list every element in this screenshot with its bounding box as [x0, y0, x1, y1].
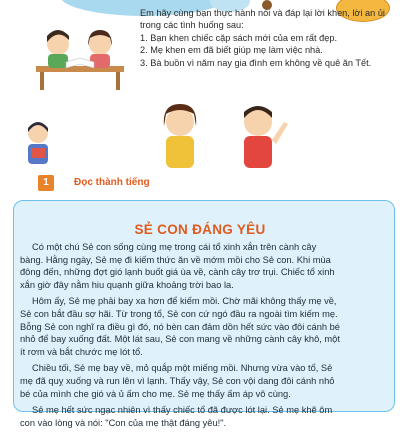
story-line: Chiều tối, Sẻ mẹ bay về, mỏ quắp một miếng mồi. Nhưng vừa vào tổ, Sẻ — [32, 363, 333, 374]
story-paragraph — [20, 295, 392, 358]
story-line: mẹ đã quỵ xuống và run lên vì lạnh. Thấy vậy, Sẻ con vội dang đôi cánh nhỏ — [20, 375, 335, 386]
speaking-instructions — [140, 7, 395, 69]
two-kids-illustration — [150, 96, 290, 172]
section-header — [8, 172, 398, 194]
instruction-intro: Em hãy cùng bạn thực hành nói và đáp lại lời khen, lời an ủi — [140, 8, 385, 18]
story-line: bàng. Hằng ngày, Sẻ mẹ đi kiếm thức ăn về mớm mồi cho Sẻ con. Khi mùa — [20, 254, 331, 265]
boy-reading-illustration — [22, 120, 54, 168]
story-text — [20, 241, 392, 433]
story-paragraph — [20, 404, 392, 429]
story-paragraph — [20, 362, 392, 400]
story-line: Bỗng Sẻ con nghĩ ra điều gì đó, nó bèn can đảm dồn hết sức vào đôi cánh bé — [20, 321, 340, 332]
story-title: SẺ CON ĐÁNG YÊU — [134, 222, 266, 237]
story-line: con vào lòng và nói: "Con của mẹ thật đáng yêu!". — [20, 417, 227, 428]
story-line: ít rơm và bắt chước mẹ lót tổ. — [20, 346, 143, 357]
situation-item: 2. Mẹ khen em đã biết giúp mẹ làm việc nhà. — [140, 45, 323, 56]
situation-item: 1. Bạn khen chiếc cặp sách mới của em rất đẹp. — [140, 32, 338, 43]
kids-reading-illustration — [30, 26, 130, 92]
story-line: Hôm ấy, Sẻ mẹ phải bay xa hơn để kiếm mồi. Chờ mãi không thấy mẹ về, — [32, 296, 337, 307]
story-paragraph — [20, 241, 392, 291]
section-number-badge: 1 — [38, 175, 54, 191]
story-line: Sẻ mẹ hết sức ngạc nhiên vì thấy chiếc tổ đã được lót lại. Sẻ mẹ khẽ ôm — [32, 405, 333, 416]
instruction-intro-continued: trong các tình huống sau: — [140, 20, 244, 31]
situation-item: 3. Bà buồn vì năm nay gia đình em không về quê ăn Tết. — [140, 57, 372, 68]
section-title: Đọc thành tiếng — [74, 177, 150, 188]
story-line: Có một chú Sẻ con sống cùng mẹ trong cái tổ xinh xắn trên cành cây — [32, 242, 317, 252]
story-line: nhỏ để bay xuống đất. Một lát sau, Sẻ con mang về những cành cây khô, một — [20, 334, 340, 345]
story-line: bé của mình che gió và ủ ấm cho mẹ. Sẻ mẹ thấy ấm áp vô cùng. — [20, 388, 291, 399]
story-line: đông đến, những đợt gió lạnh buốt giá ùa về, cành cây trơ trụi. Chiếc tổ xinh — [20, 267, 335, 278]
story-line: Sẻ con bắt đầu sợ hãi. Từ trong tổ, Sẻ con cứ ngó đầu ra ngoài tìm kiếm mẹ. — [20, 308, 338, 319]
story-line: xắn giờ đây nằm hiu quạnh giữa khoảng trời bao la. — [20, 279, 234, 290]
